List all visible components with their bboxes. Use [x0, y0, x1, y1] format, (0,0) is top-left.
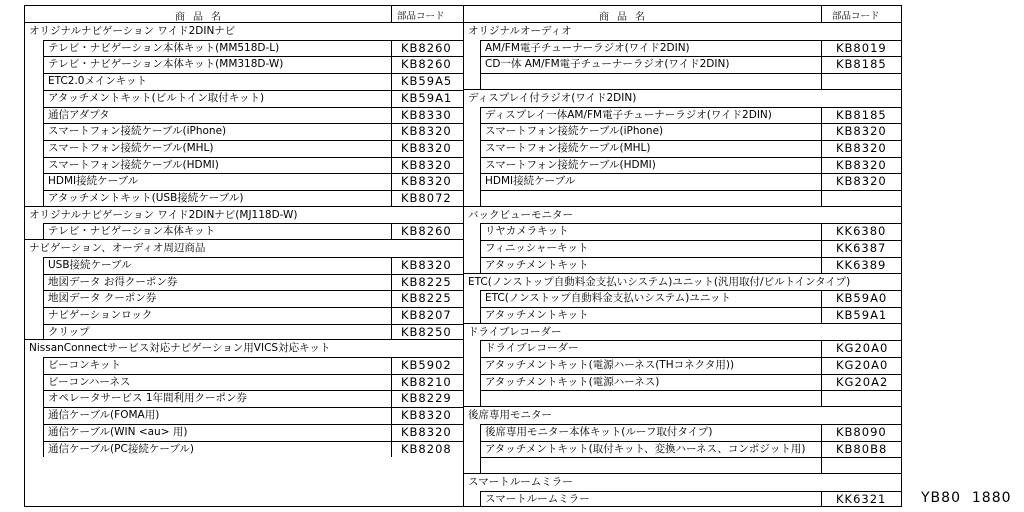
right-column-header [464, 6, 901, 23]
table-row [43, 390, 463, 406]
product-name: ETC(ノンストップ自動料金支払いシステム)ユニット [485, 292, 731, 305]
table-row [480, 223, 901, 239]
product-name: オペレータサービス 1年間利用クーポン券 [48, 392, 248, 405]
part-code: KG20A0 [836, 341, 889, 356]
table-row [480, 424, 901, 440]
product-name: ナビゲーションロック [48, 308, 153, 321]
indent-rule [43, 223, 44, 240]
indent-rule [480, 290, 481, 323]
header-divider [821, 6, 822, 22]
part-code: KB5902 [401, 358, 452, 372]
product-name: アタッチメントキット(電源ハーネス) [485, 375, 660, 388]
product-name: スマートフォン接続ケーブル(HDMI) [48, 158, 219, 171]
table-row [480, 56, 901, 72]
part-code: KK6321 [836, 491, 887, 506]
product-name: 通信アダプタ [48, 108, 110, 121]
table-row [480, 374, 901, 390]
part-code: KK6389 [836, 257, 887, 272]
table-row [480, 157, 901, 173]
part-code: KB8260 [401, 40, 452, 55]
part-code: KB8320 [401, 408, 452, 423]
indent-rule [480, 107, 481, 207]
product-name [485, 458, 818, 473]
code-column-rule [821, 107, 822, 207]
product-name: スマートフォン接続ケーブル(iPhone) [48, 125, 227, 138]
table-row [480, 441, 901, 457]
part-code: KB8320 [836, 157, 887, 172]
table-row [480, 290, 901, 306]
table-row [480, 40, 901, 56]
part-code: KG20A2 [836, 374, 889, 389]
part-code: KB8185 [836, 107, 887, 122]
indent-rule [480, 424, 481, 474]
product-name: CD一体 AM/FM電子チューナーラジオ(ワイド2DIN) [485, 58, 730, 71]
table-row [480, 107, 901, 123]
header-divider [391, 6, 392, 22]
product-name: アタッチメントキット(取付キット、変換ハーネス、コンポジット用) [485, 442, 806, 455]
table-row [43, 223, 463, 239]
part-code: KB59A5 [401, 74, 453, 89]
table-row [43, 274, 463, 290]
category-heading: オリジナルナビゲーション ワイド2DINナビ(MJ118D-W) [29, 208, 298, 221]
table-row [480, 457, 901, 473]
product-name: アタッチメントキット(電源ハーネス(THコネクタ用)) [485, 359, 735, 371]
part-code: KB8320 [836, 124, 887, 139]
product-name: 通信ケーブル(PC接続ケーブル) [48, 442, 194, 455]
table-row [480, 240, 901, 256]
part-code: KB80B8 [836, 441, 888, 456]
product-name: 地図データ お得クーポン券 [48, 275, 178, 288]
indent-rule [43, 357, 44, 457]
product-name: アタッチメントキット(USB接続ケーブル) [48, 192, 244, 204]
product-name: 地図データ クーポン券 [48, 292, 157, 305]
product-name: 通信ケーブル(FOMA用) [48, 409, 160, 422]
table-row [43, 424, 463, 440]
part-code: KB8225 [401, 274, 452, 289]
category-heading: オリジナルナビゲーション ワイド2DINナビ [29, 25, 236, 37]
table-row [43, 73, 463, 89]
part-code-header: 部品コード [832, 11, 880, 22]
code-column-rule [391, 223, 392, 240]
product-name: スマートフォン接続ケーブル(MHL) [485, 141, 651, 154]
table-row [43, 374, 463, 390]
code-column-rule [391, 257, 392, 341]
product-name: HDMI接続ケーブル [48, 175, 139, 188]
code-column-rule [821, 290, 822, 323]
product-name: スマートフォン接続ケーブル(MHL) [48, 141, 214, 154]
category-heading: オリジナルオーディオ [468, 25, 572, 37]
table-row [43, 173, 463, 189]
part-code: KB8225 [401, 291, 452, 306]
part-code: KB8229 [401, 391, 452, 406]
category-heading: ディスプレイ付ラジオ(ワイド2DIN) [468, 91, 637, 104]
code-column-rule [821, 223, 822, 273]
table-row [43, 40, 463, 56]
category-heading: ドライブレコーダー [468, 325, 562, 338]
part-code: KK6387 [836, 241, 887, 256]
product-name: テレビ・ナビゲーション本体キット(MM518D-L) [48, 41, 280, 54]
table-row [480, 173, 901, 189]
code-column-rule [391, 40, 392, 207]
part-code: KB8320 [401, 157, 452, 172]
table-row [480, 140, 901, 156]
part-code: KB59A0 [836, 291, 888, 306]
category-heading: ETC(ノンストップ自動料金支払いシステム)ユニット(汎用取付/ビルトインタイプ) [468, 275, 851, 288]
part-code: KB8320 [401, 257, 452, 272]
part-code: KB8019 [836, 40, 887, 55]
table-row [43, 157, 463, 173]
product-name: ビーコンハーネス [48, 375, 131, 388]
part-code: KK6380 [836, 224, 887, 239]
product-name: アタッチメントキット(ビルトイン取付キット) [48, 91, 265, 104]
part-code: KB8090 [836, 424, 887, 439]
table-row [480, 257, 901, 273]
part-code: KB8185 [836, 57, 887, 72]
part-code: KB8320 [401, 140, 452, 155]
category-heading: NissanConnectサービス対応ナビゲーション用VICS対応キット [29, 342, 331, 355]
category-heading: ナビゲーション、オーディオ周辺商品 [29, 242, 206, 255]
page-footer [921, 490, 1012, 506]
product-name: スマートフォン接続ケーブル(HDMI) [485, 158, 656, 171]
table-row [480, 491, 901, 507]
table-row [43, 140, 463, 156]
code-column-rule [821, 491, 822, 508]
part-code-header: 部品コード [397, 11, 445, 22]
product-name: AM/FM電子チューナーラジオ(ワイド2DIN) [485, 41, 690, 54]
part-code: KB8260 [401, 224, 452, 239]
code-column-rule [391, 357, 392, 457]
part-code: KG20A0 [836, 358, 889, 372]
part-code: KB8320 [836, 174, 887, 189]
product-name: HDMI接続ケーブル [485, 175, 576, 188]
product-name-header: 商品名 [599, 12, 653, 23]
indent-rule [43, 40, 44, 207]
table-row [43, 357, 463, 373]
product-name: ディスプレイ一体AM/FM電子チューナーラジオ(ワイド2DIN) [485, 108, 772, 121]
table-row [480, 190, 901, 206]
left-column-header [25, 6, 463, 23]
product-name: スマートルームミラー [485, 492, 590, 505]
product-name: アタッチメントキット [485, 258, 589, 271]
table-row [43, 324, 463, 340]
indent-rule [480, 491, 481, 508]
product-name: フィニッシャーキット [485, 242, 589, 255]
table-row [43, 307, 463, 323]
product-name: クリップ [48, 325, 90, 338]
indent-rule [480, 340, 481, 407]
product-name: ビーコンキット [48, 359, 121, 371]
part-code: KB8330 [401, 107, 452, 122]
category-heading: バックビューモニター [468, 208, 573, 221]
part-code: KB8250 [401, 324, 452, 339]
left-column [25, 6, 464, 506]
code-column-rule [821, 340, 822, 407]
product-name-header: 商品名 [175, 12, 229, 23]
part-code: KB59A1 [401, 90, 453, 105]
model-code: YB80 [921, 490, 961, 506]
table-row [480, 390, 901, 406]
table-row [480, 340, 901, 356]
table-row [43, 123, 463, 139]
table-row [480, 73, 901, 89]
page-number: 1880 [971, 490, 1012, 506]
part-code: KB8208 [401, 441, 452, 456]
product-name [485, 74, 818, 89]
table-row [43, 407, 463, 423]
product-name: 後席専用モニター本体キット(ルーフ取付タイプ) [485, 425, 713, 438]
table-row [43, 56, 463, 72]
part-code: KB8210 [401, 374, 452, 389]
part-code: KB8320 [401, 124, 452, 139]
category-heading: 後席専用モニター [468, 409, 552, 422]
table-row [480, 307, 901, 323]
product-name [485, 391, 818, 406]
parts-table [24, 5, 902, 507]
table-row [43, 107, 463, 123]
table-row [43, 90, 463, 106]
product-name: ETC2.0メインキット [48, 75, 148, 88]
product-name: リヤカメラキット [485, 225, 569, 238]
right-column [464, 6, 901, 506]
product-name: スマートフォン接続ケーブル(iPhone) [485, 125, 664, 138]
product-name: テレビ・ナビゲーション本体キット [48, 225, 216, 238]
table-row [43, 190, 463, 206]
product-name: アタッチメントキット [485, 308, 589, 321]
part-code: KB59A1 [836, 307, 888, 322]
table-row [43, 257, 463, 273]
part-code: KB8320 [836, 140, 887, 155]
part-code: KB8072 [401, 191, 452, 205]
part-code: KB8320 [401, 174, 452, 189]
code-column-rule [821, 40, 822, 90]
table-row [43, 290, 463, 306]
indent-rule [480, 223, 481, 273]
product-name [485, 191, 818, 206]
part-code: KB8260 [401, 57, 452, 72]
product-name: USB接続ケーブル [48, 258, 132, 271]
table-row [480, 123, 901, 139]
table-row [43, 441, 463, 457]
product-name: 通信ケーブル(WIN <au> 用) [48, 425, 188, 438]
indent-rule [480, 40, 481, 90]
indent-rule [43, 257, 44, 341]
code-column-rule [821, 424, 822, 474]
part-code: KB8320 [401, 424, 452, 439]
category-heading: スマートルームミラー [468, 475, 573, 488]
table-row [480, 357, 901, 373]
part-code: KB8207 [401, 307, 452, 322]
product-name: ドライブレコーダー [485, 342, 579, 355]
product-name: テレビ・ナビゲーション本体キット(MM318D-W) [48, 58, 284, 71]
